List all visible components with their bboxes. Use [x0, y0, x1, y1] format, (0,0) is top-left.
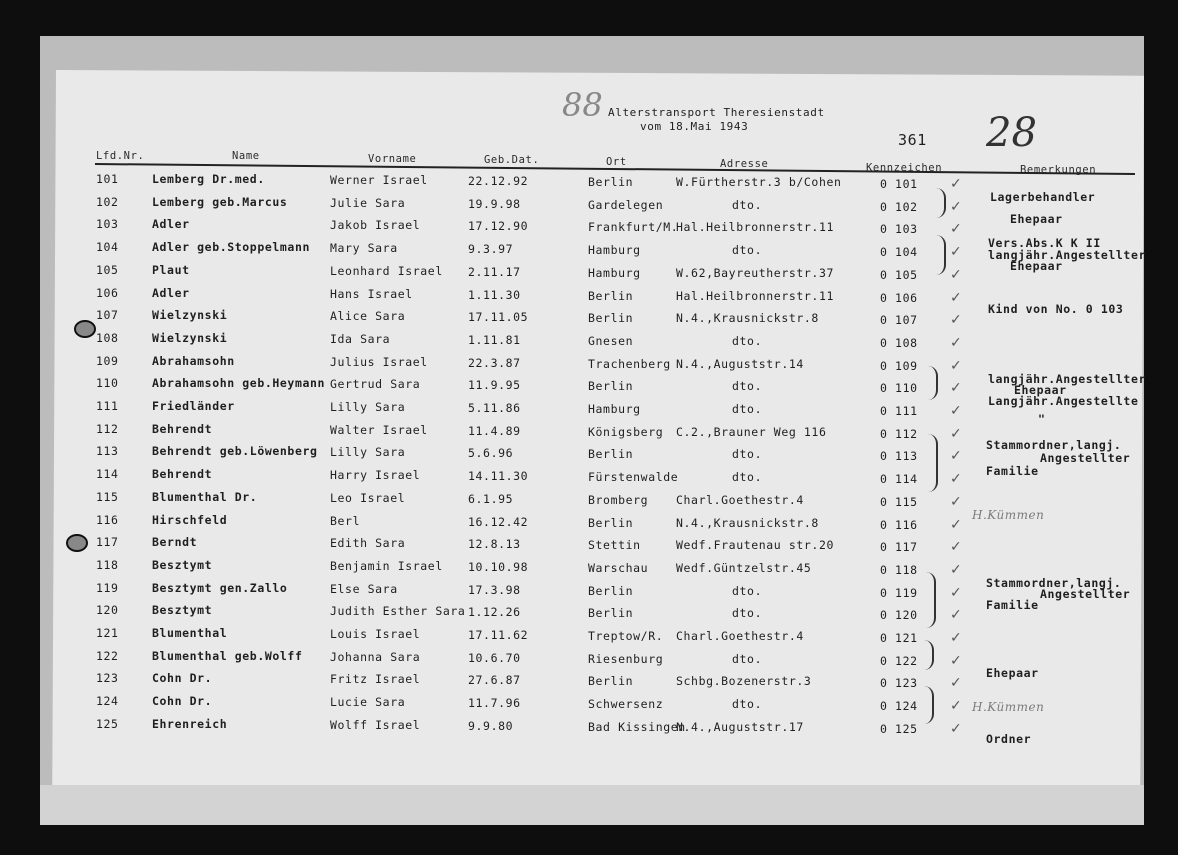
row-birthdate: 5.6.96: [468, 446, 514, 461]
row-name: Berndt: [152, 535, 198, 550]
row-number: 121: [96, 626, 119, 640]
header-vorname: Vorname: [368, 153, 417, 165]
row-place: Stettin: [588, 538, 641, 553]
row-place: Warschau: [588, 560, 649, 575]
check-mark-icon: ✓: [950, 652, 962, 669]
row-name: Besztymt: [152, 557, 213, 572]
remark-118: Stammordner,langj.: [986, 576, 1122, 590]
row-birthdate: 2.11.17: [468, 264, 521, 279]
row-address: W.62,Bayreutherstr.37: [676, 265, 834, 280]
row-kennzeichen: 0 116: [880, 517, 918, 532]
row-address: N.4.,Krausnickstr.8: [676, 515, 819, 530]
check-mark-icon: ✓: [950, 607, 962, 624]
row-vorname: Julie Sara: [330, 195, 406, 210]
header-ort: Ort: [606, 156, 627, 168]
family-bracket: [922, 366, 938, 400]
row-place: Hamburg: [588, 402, 641, 416]
row-place: Gardelegen: [588, 197, 664, 212]
row-kennzeichen: 0 113: [880, 449, 918, 464]
remark-111: Langjähr.Angestellte: [988, 394, 1139, 408]
row-vorname: Lilly Sara: [330, 445, 406, 460]
row-number: 115: [96, 489, 119, 504]
remark-113: Stammordner,langj.: [986, 438, 1122, 452]
row-place: Riesenburg: [588, 651, 664, 666]
family-bracket: [922, 434, 938, 492]
remark-102: Ehepaar: [1010, 212, 1063, 226]
check-mark-icon: ✓: [950, 425, 962, 442]
row-address: dto.: [732, 402, 763, 416]
row-name: Wielzynski: [152, 330, 228, 345]
row-place: Gnesen: [588, 333, 634, 348]
row-name: Lemberg Dr.med.: [152, 172, 265, 186]
row-vorname: Edith Sara: [330, 536, 406, 551]
row-kennzeichen: 0 120: [880, 608, 918, 623]
handwritten-number-28: 28: [986, 110, 1037, 156]
row-kennzeichen: 0 110: [880, 381, 918, 396]
row-name: Cohn Dr.: [152, 671, 213, 686]
check-mark-icon: ✓: [950, 720, 962, 737]
row-number: 119: [96, 580, 119, 595]
row-birthdate: 10.10.98: [468, 559, 529, 574]
row-vorname: Lucie Sara: [330, 695, 406, 710]
row-name: Plaut: [152, 262, 190, 277]
row-kennzeichen: 0 105: [880, 267, 918, 282]
row-kennzeichen: 0 103: [880, 222, 918, 237]
remark-112: ": [1038, 412, 1046, 426]
row-number: 118: [96, 557, 119, 572]
remark-119: Familie: [986, 598, 1039, 612]
handwritten-signature: H.Kümmen: [972, 508, 1045, 522]
row-number: 125: [96, 716, 119, 731]
row-number: 110: [96, 376, 119, 391]
sheet-lower-edge: [40, 785, 1144, 825]
row-name: Behrendt geb.Löwenberg: [152, 444, 318, 459]
row-number: 122: [96, 648, 119, 663]
check-mark-icon: ✓: [950, 244, 962, 261]
check-mark-icon: ✓: [950, 198, 962, 215]
row-number: 109: [96, 353, 119, 368]
row-number: 116: [96, 512, 119, 527]
row-number: 111: [96, 399, 119, 413]
row-place: Fürstenwalde: [588, 470, 679, 485]
row-birthdate: 27.6.87: [468, 673, 521, 688]
row-birthdate: 11.7.96: [468, 696, 521, 711]
document-title: Alterstransport Theresienstadt: [608, 106, 825, 119]
page-number: 361: [898, 131, 927, 149]
row-address: Schbg.Bozenerstr.3: [676, 674, 812, 689]
family-bracket: [920, 572, 936, 628]
row-number: 113: [96, 444, 119, 459]
row-place: Berlin: [588, 311, 634, 326]
family-bracket: [918, 640, 934, 670]
row-address: C.2.,Brauner Weg 116: [676, 424, 827, 439]
row-address: Wedf.Frautenau str.20: [676, 538, 834, 553]
row-name: Adler: [152, 285, 190, 300]
row-address: Wedf.Güntzelstr.45: [676, 560, 812, 575]
row-name: Blumenthal Dr.: [152, 489, 258, 504]
check-mark-icon: ✓: [950, 176, 962, 192]
row-place: Bad Kissingen: [588, 719, 686, 734]
check-mark-icon: ✓: [950, 312, 962, 329]
row-birthdate: 17.3.98: [468, 582, 521, 597]
header-bemerkungen: Bemerkungen: [1020, 164, 1097, 176]
row-name: Blumenthal geb.Wolff: [152, 648, 303, 663]
row-vorname: Jakob Israel: [330, 218, 421, 233]
check-mark-icon: ✓: [950, 698, 962, 715]
row-place: Berlin: [588, 515, 634, 530]
remark-109: langjähr.Angestellter: [988, 372, 1146, 386]
row-name: Abrahamsohn: [152, 353, 235, 368]
row-name: Ehrenreich: [152, 716, 228, 731]
row-name: Adler geb.Stoppelmann: [152, 240, 310, 255]
row-name: Blumenthal: [152, 626, 228, 640]
row-vorname: Walter Israel: [330, 422, 428, 437]
row-birthdate: 19.9.98: [468, 196, 521, 211]
row-name: Cohn Dr.: [152, 694, 213, 709]
family-bracket: [930, 188, 946, 218]
row-birthdate: 1.11.81: [468, 332, 521, 347]
remark-113b: Angestellter: [1040, 451, 1131, 465]
row-kennzeichen: 0 111: [880, 404, 918, 418]
row-vorname: Werner Israel: [330, 173, 428, 187]
check-mark-icon: ✓: [950, 266, 962, 283]
row-kennzeichen: 0 114: [880, 472, 918, 487]
row-place: Berlin: [588, 175, 634, 189]
row-name: Adler: [152, 217, 190, 232]
row-address: N.4.,Krausnickstr.8: [676, 311, 819, 326]
row-vorname: Hans Israel: [330, 286, 413, 301]
row-name: Wielzynski: [152, 308, 228, 323]
row-place: Berlin: [588, 674, 634, 689]
row-birthdate: 22.3.87: [468, 355, 521, 370]
header-adresse: Adresse: [720, 158, 769, 170]
row-vorname: Alice Sara: [330, 309, 406, 324]
row-place: Trachenberg: [588, 356, 671, 371]
family-bracket: [930, 235, 946, 275]
check-mark-icon: ✓: [950, 289, 962, 306]
check-mark-icon: ✓: [950, 357, 962, 374]
row-number: 107: [96, 308, 119, 323]
row-place: Schwersenz: [588, 697, 664, 712]
check-mark-icon: ✓: [950, 561, 962, 578]
row-vorname: Ida Sara: [330, 331, 391, 346]
row-birthdate: 16.12.42: [468, 514, 529, 529]
row-birthdate: 10.6.70: [468, 650, 521, 665]
row-vorname: Mary Sara: [330, 241, 398, 256]
row-kennzeichen: 0 117: [880, 540, 918, 555]
row-address: dto.: [732, 379, 763, 394]
row-kennzeichen: 0 112: [880, 426, 918, 441]
row-number: 104: [96, 240, 119, 255]
remark-122: Ehepaar: [986, 666, 1039, 680]
row-place: Hamburg: [588, 243, 641, 258]
row-kennzeichen: 0 108: [880, 335, 918, 350]
row-place: Königsberg: [588, 424, 664, 439]
row-vorname: Harry Israel: [330, 468, 421, 483]
row-name: Hirschfeld: [152, 512, 228, 527]
handwritten-number-88: 88: [562, 86, 603, 124]
remark-118b: Angestellter: [1040, 587, 1131, 601]
row-vorname: Berl: [330, 513, 361, 528]
row-kennzeichen: 0 123: [880, 676, 918, 691]
row-address: Charl.Goethestr.4: [676, 629, 804, 643]
remark-101: Lagerbehandler: [990, 190, 1096, 204]
row-birthdate: 17.11.05: [468, 310, 529, 325]
header-kennzeichen: Kennzeichen: [866, 162, 943, 174]
row-vorname: Leonhard Israel: [330, 263, 443, 278]
punch-mark: [66, 534, 88, 552]
row-address: dto.: [732, 197, 763, 212]
check-mark-icon: ✓: [950, 493, 962, 510]
remark-104b: Ehepaar: [1010, 259, 1063, 273]
row-number: 108: [96, 330, 119, 345]
row-address: dto.: [732, 606, 763, 621]
row-name: Lemberg geb.Marcus: [152, 194, 288, 209]
row-name: Abrahamsohn geb.Heymann: [152, 376, 326, 391]
row-birthdate: 11.9.95: [468, 378, 521, 393]
row-address: dto.: [732, 447, 763, 462]
row-vorname: Lilly Sara: [330, 400, 406, 414]
row-vorname: Else Sara: [330, 581, 398, 596]
row-number: 101: [96, 172, 119, 186]
row-address: Charl.Goethestr.4: [676, 492, 804, 507]
row-address: N.4.,Auguststr.14: [676, 356, 804, 371]
row-vorname: Leo Israel: [330, 490, 406, 505]
remark-103: Vers.Abs.K K II: [988, 236, 1101, 250]
remark-125: Ordner: [986, 732, 1032, 746]
row-name: Behrendt: [152, 421, 213, 436]
row-kennzeichen: 0 106: [880, 290, 918, 305]
row-birthdate: 9.3.97: [468, 242, 514, 257]
row-place: Bromberg: [588, 492, 649, 507]
row-kennzeichen: 0 118: [880, 562, 918, 577]
row-kennzeichen: 0 107: [880, 313, 918, 328]
row-vorname: Johanna Sara: [330, 649, 421, 664]
row-name: Friedländer: [152, 399, 235, 413]
row-kennzeichen: 0 109: [880, 358, 918, 373]
row-birthdate: 9.9.80: [468, 718, 514, 733]
row-address: N.4.,Auguststr.17: [676, 719, 804, 734]
row-kennzeichen: 0 122: [880, 653, 918, 668]
row-kennzeichen: 0 119: [880, 585, 918, 600]
row-vorname: Judith Esther Sara: [330, 604, 466, 619]
check-mark-icon: ✓: [950, 334, 962, 351]
handwritten-signature: H.Kümmen: [972, 700, 1045, 714]
row-address: Hal.Heilbronnerstr.11: [676, 220, 834, 235]
check-mark-icon: ✓: [950, 471, 962, 488]
row-vorname: Louis Israel: [330, 627, 421, 641]
check-mark-icon: ✓: [950, 380, 962, 397]
row-number: 106: [96, 285, 119, 300]
row-number: 103: [96, 217, 119, 232]
header-name: Name: [232, 150, 260, 162]
family-bracket: [918, 686, 934, 724]
row-birthdate: 11.4.89: [468, 423, 521, 438]
row-kennzeichen: 0 121: [880, 631, 918, 645]
remark-104: langjähr.Angestellter: [988, 248, 1146, 262]
row-number: 117: [96, 535, 119, 550]
row-address: W.Fürtherstr.3 b/Cohen: [676, 175, 842, 189]
remark-110: Ehepaar: [1014, 383, 1067, 397]
header-lfd-nr: Lfd.Nr.: [96, 150, 145, 162]
check-mark-icon: ✓: [950, 539, 962, 556]
punch-mark: [74, 320, 96, 338]
check-mark-icon: ✓: [950, 448, 962, 465]
row-birthdate: 1.12.26: [468, 605, 521, 620]
check-mark-icon: ✓: [950, 403, 962, 419]
row-place: Berlin: [588, 288, 634, 303]
check-mark-icon: ✓: [950, 630, 962, 646]
row-place: Berlin: [588, 379, 634, 394]
remark-114: Familie: [986, 464, 1039, 478]
row-birthdate: 12.8.13: [468, 537, 521, 552]
row-number: 114: [96, 467, 119, 482]
row-address: dto.: [732, 333, 763, 348]
check-mark-icon: ✓: [950, 516, 962, 533]
row-place: Berlin: [588, 583, 634, 598]
row-place: Berlin: [588, 606, 634, 621]
row-address: dto.: [732, 651, 763, 666]
row-number: 105: [96, 262, 119, 277]
row-vorname: Gertrud Sara: [330, 377, 421, 392]
row-address: dto.: [732, 470, 763, 485]
row-number: 102: [96, 194, 119, 209]
row-vorname: Wolff Israel: [330, 717, 421, 732]
row-birthdate: 14.11.30: [468, 469, 529, 484]
row-birthdate: 17.12.90: [468, 219, 529, 234]
row-place: Berlin: [588, 447, 634, 462]
row-place: Frankfurt/M.: [588, 220, 679, 235]
row-birthdate: 6.1.95: [468, 491, 514, 506]
document-date: vom 18.Mai 1943: [640, 120, 749, 133]
header-geb-dat: Geb.Dat.: [484, 154, 540, 166]
row-address: dto.: [732, 697, 763, 712]
row-kennzeichen: 0 125: [880, 721, 918, 736]
row-vorname: Julius Israel: [330, 354, 428, 369]
row-kennzeichen: 0 104: [880, 245, 918, 260]
row-birthdate: 1.11.30: [468, 287, 521, 302]
row-name: Besztymt gen.Zallo: [152, 580, 288, 595]
row-address: dto.: [732, 583, 763, 598]
row-kennzeichen: 0 102: [880, 199, 918, 214]
row-place: Hamburg: [588, 265, 641, 280]
row-kennzeichen: 0 115: [880, 494, 918, 509]
row-number: 123: [96, 671, 119, 686]
row-vorname: Fritz Israel: [330, 672, 421, 687]
row-birthdate: 17.11.62: [468, 628, 529, 642]
row-number: 124: [96, 694, 119, 709]
row-birthdate: 22.12.92: [468, 174, 529, 188]
row-vorname: Benjamin Israel: [330, 558, 443, 573]
row-address: Hal.Heilbronnerstr.11: [676, 288, 834, 303]
row-birthdate: 5.11.86: [468, 401, 521, 415]
row-number: 120: [96, 603, 119, 618]
check-mark-icon: ✓: [950, 675, 962, 692]
row-address: dto.: [732, 243, 763, 258]
row-name: Besztymt: [152, 603, 213, 618]
remark-106: Kind von No. 0 103: [988, 302, 1124, 316]
row-kennzeichen: 0 101: [880, 177, 918, 191]
check-mark-icon: ✓: [950, 221, 962, 238]
row-kennzeichen: 0 124: [880, 699, 918, 714]
row-place: Treptow/R.: [588, 629, 664, 643]
check-mark-icon: ✓: [950, 584, 962, 601]
row-number: 112: [96, 421, 119, 436]
row-name: Behrendt: [152, 467, 213, 482]
